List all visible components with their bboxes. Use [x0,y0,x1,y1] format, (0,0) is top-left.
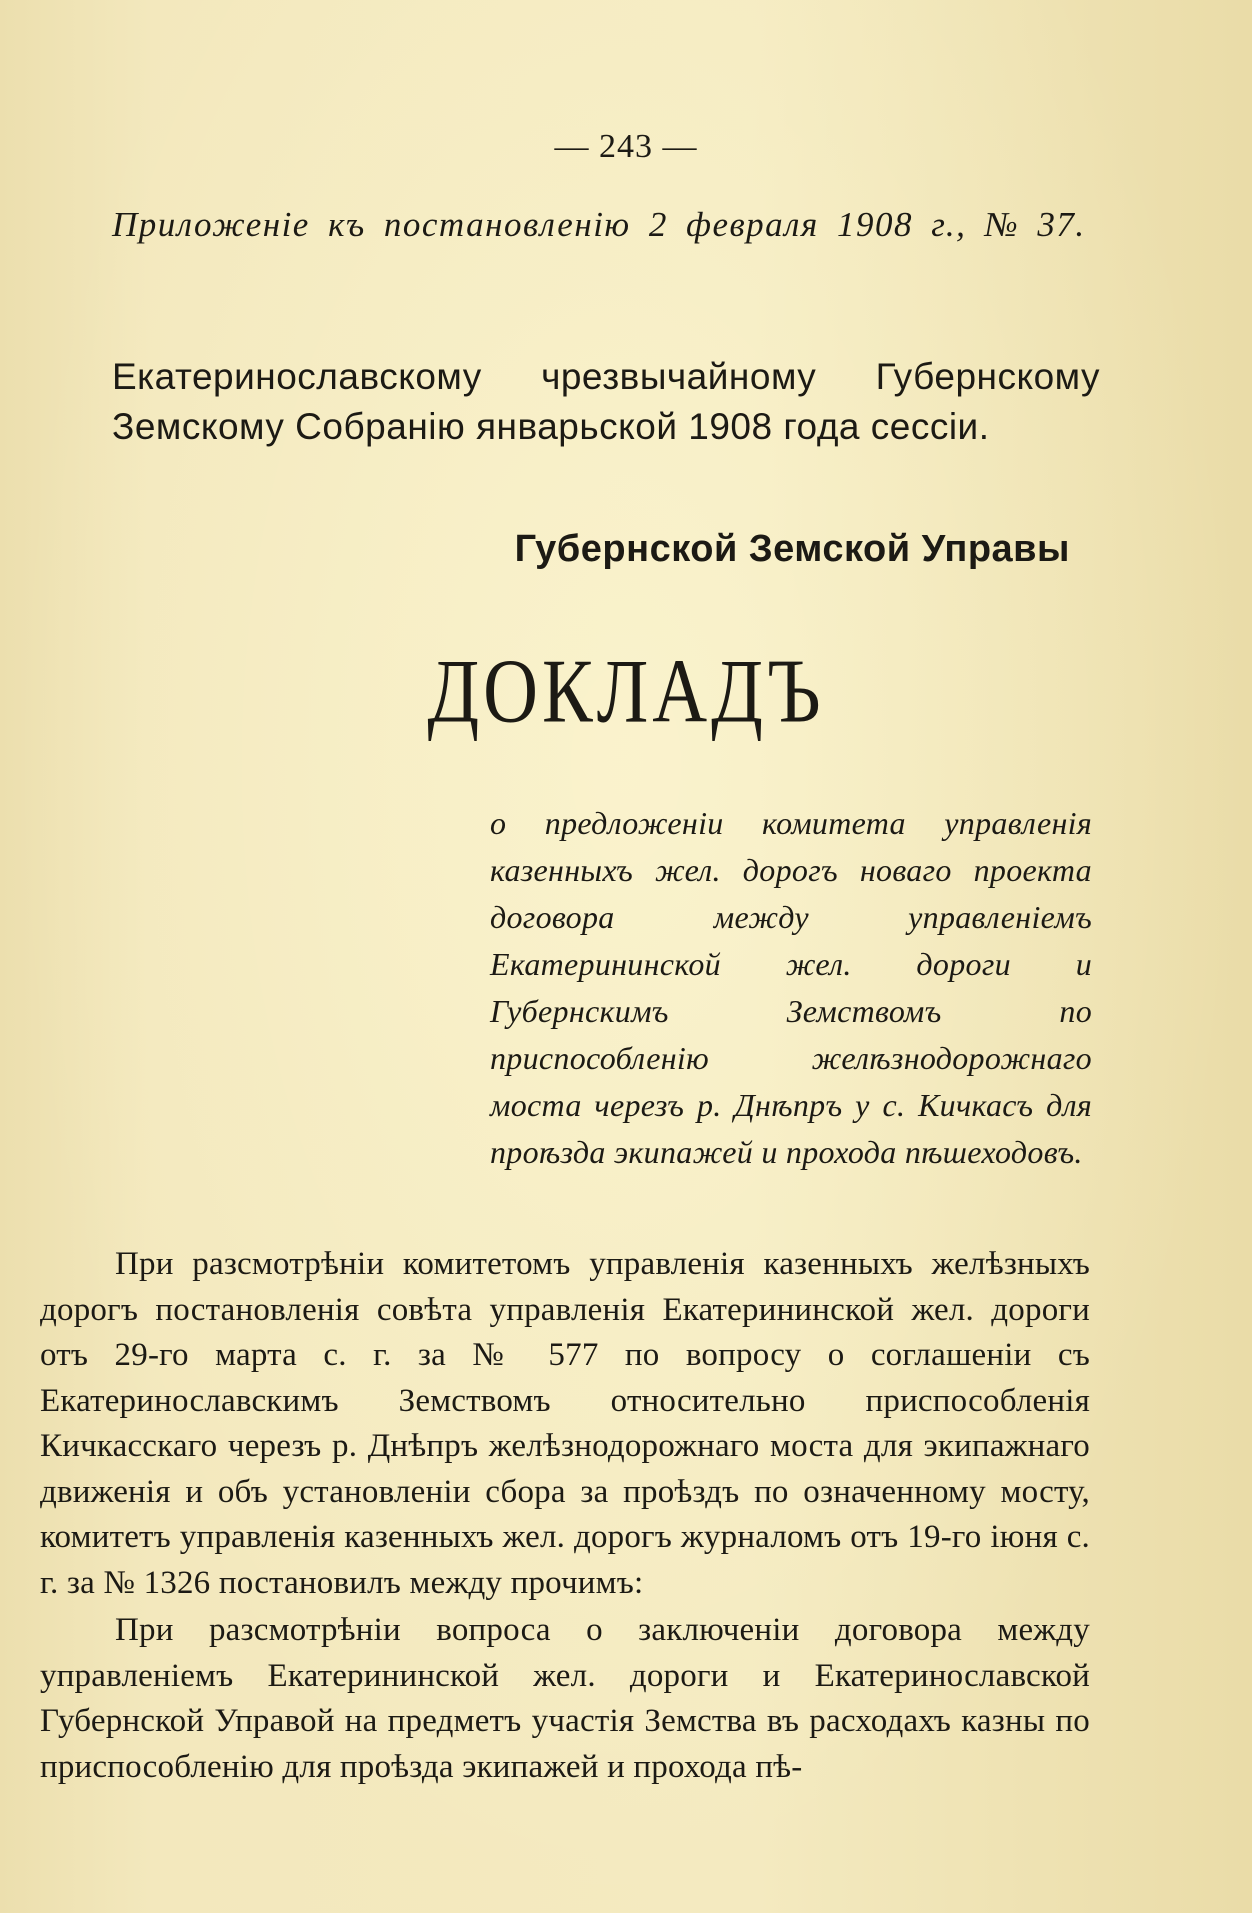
addressee-heading: Екатеринославскому чрезвычайному Губернскому Земскому Собранію январьской 1908 года сессіи. [112,356,1100,447]
body-text [40,1242,1090,1790]
page-number: — 243 — [554,128,698,165]
appendix-line: Приложеніе къ постановленію 2 февраля 1908 г., № 37. [112,205,1086,244]
board-heading: Губернской Земской Управы [514,528,1070,570]
paragraph-1: При разсмотрѣніи комитетомъ управленія казенныхъ желѣзныхъ дорогъ постановленія совѣта управленія Екатерининской жел. дороги отъ 29-го марта с. г. за № 577 по вопросу о соглашеніи съ Екатеринославскимъ Земствомъ относительно приспособленія Кичкасскаго черезъ р. Днѣпръ желѣзнодорожнаго моста для экипажнаго движенія и объ установленіи сбора за проѣздъ по означенному мосту, комитетъ управленія казенныхъ жел. дорогъ журналомъ отъ 19-го іюня с. г. за № 1326 постановилъ между прочимъ: [40,1246,1090,1601]
report-title: ДОКЛАДЪ [427,641,825,742]
paragraph-2: При разсмотрѣніи вопроса о заключеніи договора между управленіемъ Екатерининской жел. дороги и Екатеринославской Губернской Управой на предметъ участія Земства въ расходахъ казны по приспособленію для проѣзда экипажей и прохода пѣ- [40,1612,1090,1785]
report-subject: о предложеніи комитета управленія казенныхъ жел. дорогъ новаго проекта договора между управленіемъ Екатерининской жел. дороги и Губернскимъ Земствомъ по приспособленію желѣзнодорожнаго моста черезъ р. Днѣпръ у с. Кичкасъ для проѣзда экипажей и прохода пѣшеходовъ. [490,805,1092,1170]
